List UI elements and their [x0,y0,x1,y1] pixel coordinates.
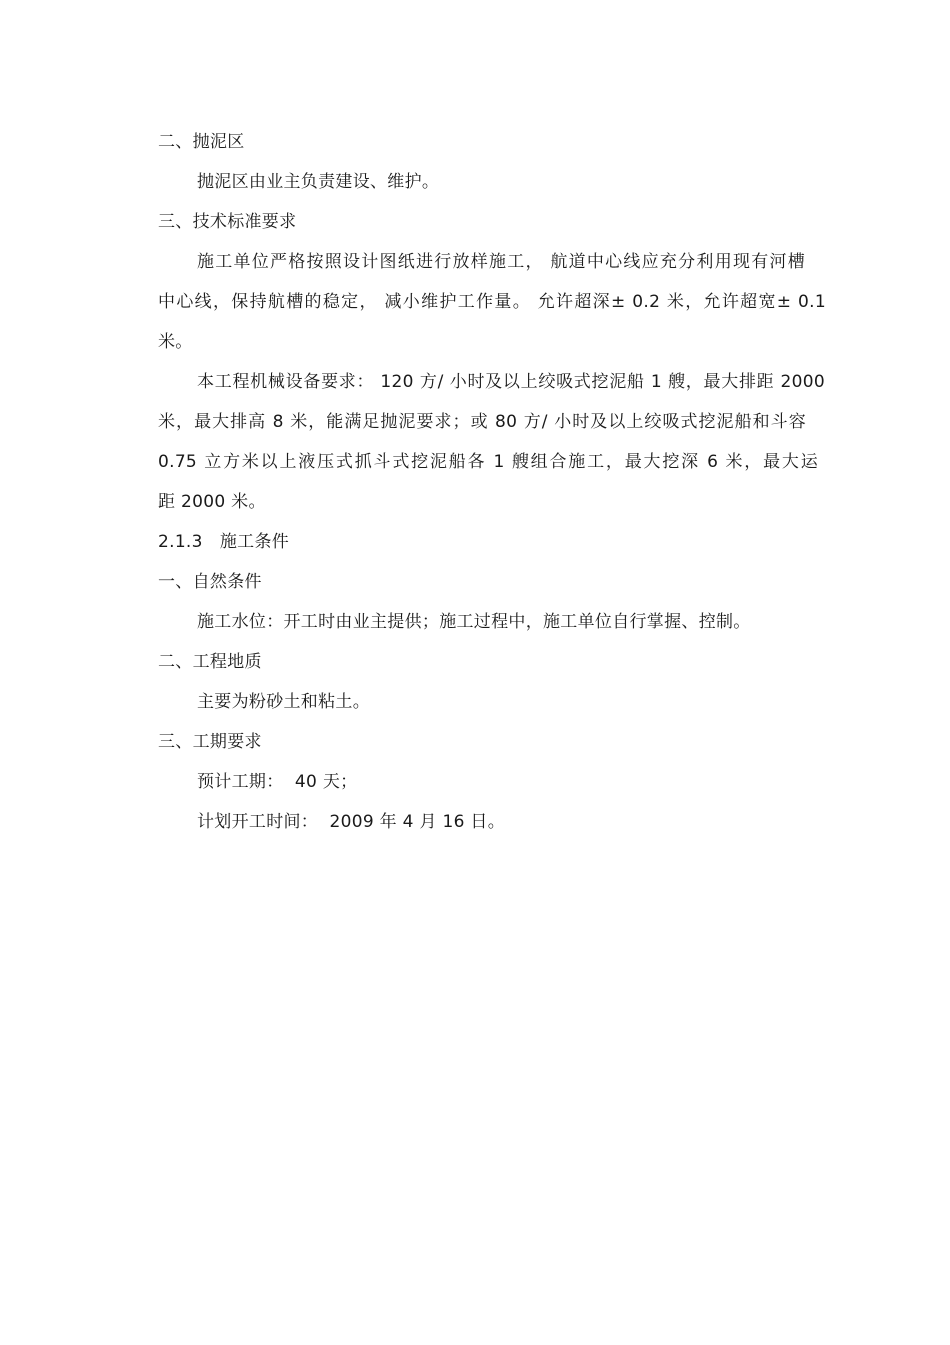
heading-geology: 二、工程地质 [158,652,262,672]
section-construction-conditions: 2.1.3 施工条件 [158,532,290,552]
heading-dump-area: 二、抛泥区 [158,132,245,152]
paragraph-equipment-line-1: 本工程机械设备要求： 120 方/ 小时及以上绞吸式挖泥船 1 艘，最大排距 2000 [197,372,825,392]
paragraph-dump-area: 抛泥区由业主负责建设、维护。 [197,172,440,192]
paragraph-equipment-line-3: 0.75 立方米以上液压式抓斗式挖泥船各 1 艘组合施工，最大挖深 6 米，最大运 [158,452,818,472]
paragraph-duration: 预计工期： 40 天； [197,772,358,792]
paragraph-technical-line-3: 米。 [158,332,193,352]
paragraph-technical-line-2: 中心线，保持航槽的稳定， 减小维护工作量。 允许超深± 0.2 米，允许超宽± 0.1 [158,292,826,312]
paragraph-equipment-line-2: 米，最大排高 8 米，能满足抛泥要求；或 80 方/ 小时及以上绞吸式挖泥船和斗容 [158,412,806,432]
paragraph-technical-line-1: 施工单位严格按照设计图纸进行放样施工， 航道中心线应充分利用现有河槽 [197,252,805,272]
heading-natural-conditions: 一、自然条件 [158,572,262,592]
heading-schedule: 三、工期要求 [158,732,262,752]
heading-technical-standards: 三、技术标准要求 [158,212,297,232]
paragraph-geology: 主要为粉砂土和粘土。 [197,692,370,712]
paragraph-start-date: 计划开工时间： 2009 年 4 月 16 日。 [197,812,506,832]
paragraph-water-level: 施工水位：开工时由业主提供；施工过程中，施工单位自行掌握、控制。 [197,612,751,632]
paragraph-equipment-line-4: 距 2000 米。 [158,492,266,512]
